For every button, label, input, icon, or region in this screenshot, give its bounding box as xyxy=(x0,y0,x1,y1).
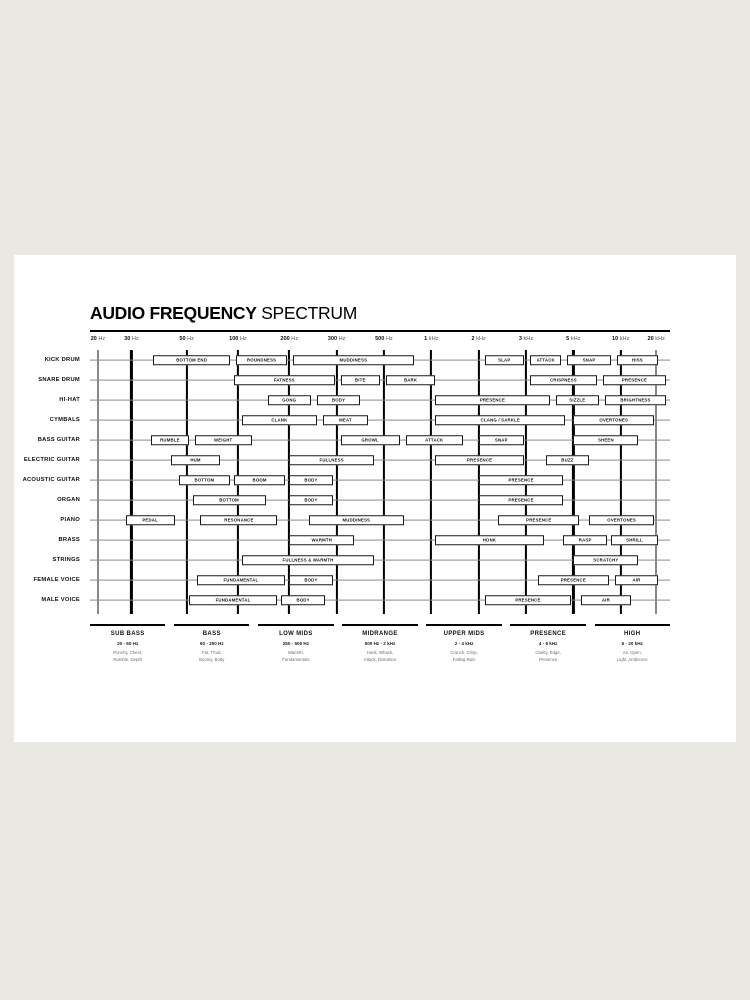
legend-band-bar xyxy=(342,624,417,626)
legend-band-range: 4 - 6 kHz xyxy=(538,641,558,647)
frequency-band-tag[interactable]: CRISPNESS xyxy=(530,375,597,385)
title-light: SPECTRUM xyxy=(261,303,357,323)
frequency-band-tag[interactable]: SIZZLE xyxy=(556,395,599,405)
page-title xyxy=(90,305,670,323)
instrument-label: STRINGS xyxy=(52,557,80,564)
instrument-label: ELECTRIC GUITAR xyxy=(23,457,80,464)
legend-band xyxy=(258,624,333,663)
frequency-band-tag[interactable]: SHEEN xyxy=(573,435,638,445)
frequency-band-tag[interactable]: FULLNESS & WARMTH xyxy=(242,555,374,565)
frequency-band-tag[interactable]: WEIGHT xyxy=(195,435,252,445)
frequency-band-tag[interactable]: FULLNESS xyxy=(289,455,374,465)
frequency-band-tag[interactable]: MEAT xyxy=(323,415,368,425)
frequency-band-tag[interactable]: BOOM xyxy=(234,475,285,485)
axis-tick: 5 kHz xyxy=(566,336,581,343)
frequency-band-tag[interactable]: SNAP xyxy=(479,435,524,445)
instrument-label: SNARE DRUM xyxy=(38,377,80,384)
axis-tick: 20 kHz xyxy=(647,336,665,343)
legend-band-name: SUB BASS xyxy=(110,631,145,638)
legend-band-bar xyxy=(174,624,249,626)
frequency-band-tag[interactable]: PRESENCE xyxy=(435,455,524,465)
frequency-band-tag[interactable]: SNAP xyxy=(567,355,610,365)
legend-band-name: PRESENCE xyxy=(530,631,567,638)
instrument-row xyxy=(52,550,670,570)
instrument-row xyxy=(57,490,670,510)
instrument-label: HI-HAT xyxy=(59,397,80,404)
legend-band-range: 60 - 250 Hz xyxy=(199,641,224,647)
row-baseline xyxy=(90,500,670,501)
legend-band-description: Punchy, Chest, Rumble, Depth xyxy=(113,650,143,662)
instrument-label: BRASS xyxy=(58,537,80,544)
frequency-band-tag[interactable]: HONK xyxy=(435,535,544,545)
legend-band-name: HIGH xyxy=(624,631,641,638)
axis-tick: 300 Hz xyxy=(327,336,346,343)
frequency-band-tag[interactable]: ATTACK xyxy=(530,355,562,365)
frequency-band-tag[interactable]: MUDDINESS xyxy=(293,355,413,365)
frequency-band-tag[interactable]: BOTTOM END xyxy=(153,355,230,365)
frequency-band-tag[interactable]: WARMTH xyxy=(289,535,354,545)
frequency-band-tag[interactable]: MUDDINESS xyxy=(309,515,404,525)
band-legend xyxy=(90,624,670,663)
frequency-band-tag[interactable]: AIR xyxy=(581,595,630,605)
frequency-band-tag[interactable]: SCRATCHY xyxy=(573,555,638,565)
frequency-band-tag[interactable]: BODY xyxy=(317,395,360,405)
frequency-band-tag[interactable]: PRESENCE xyxy=(479,495,564,505)
legend-band-range: 6 - 20 kHz xyxy=(621,641,643,647)
axis-tick: 2 kHz xyxy=(471,336,486,343)
title-bold: AUDIO FREQUENCY xyxy=(90,303,257,323)
frequency-band-tag[interactable]: FUNDAMENTAL xyxy=(189,595,278,605)
legend-band-name: LOW MIDS xyxy=(279,631,313,638)
frequency-band-tag[interactable]: PRESENCE xyxy=(538,575,609,585)
axis-tick: 3 kHz xyxy=(518,336,534,343)
instrument-row xyxy=(37,430,670,450)
frequency-band-tag[interactable]: OVERTONES xyxy=(589,515,654,525)
frequency-band-tag[interactable]: PEDAL xyxy=(126,515,175,525)
instrument-label: MALE VOICE xyxy=(41,597,80,604)
legend-band xyxy=(174,624,249,663)
frequency-band-tag[interactable]: BOTTOM xyxy=(193,495,266,505)
legend-band-range: 20 - 60 Hz xyxy=(117,641,139,647)
instrument-row xyxy=(58,530,670,550)
legend-band-bar xyxy=(426,624,501,626)
instrument-row xyxy=(60,510,670,530)
frequency-band-tag[interactable]: RESONANCE xyxy=(200,515,277,525)
frequency-chart xyxy=(22,303,670,700)
legend-band-range: 250 - 500 Hz xyxy=(282,641,310,647)
frequency-band-tag[interactable]: BODY xyxy=(289,495,332,505)
frequency-band-tag[interactable]: RUMBLE xyxy=(151,435,188,445)
legend-band xyxy=(595,624,670,663)
frequency-band-tag[interactable]: HUM xyxy=(171,455,220,465)
frequency-band-tag[interactable]: BODY xyxy=(289,575,332,585)
axis-tick: 20 Hz xyxy=(90,336,106,343)
row-baseline xyxy=(90,480,670,481)
axis-tick: 1 kHz xyxy=(424,336,439,343)
axis-tick: 100 Hz xyxy=(229,336,247,343)
legend-band-range: 500 Hz - 2 kHz xyxy=(364,641,396,647)
title-divider xyxy=(90,330,670,333)
frequency-band-tag[interactable]: SLAP xyxy=(485,355,524,365)
legend-band-description: Clarity, Edge, Presence xyxy=(535,650,561,662)
frequency-band-tag[interactable]: BODY xyxy=(281,595,324,605)
legend-band-bar xyxy=(510,624,585,626)
frequency-band-tag[interactable]: ROUNDNESS xyxy=(236,355,287,365)
frequency-band-tag[interactable]: HISS xyxy=(617,355,658,365)
frequency-band-tag[interactable]: SHRILL xyxy=(611,535,658,545)
axis-tick: 30 Hz xyxy=(124,336,139,343)
instrument-label: ORGAN xyxy=(57,497,80,504)
frequency-band-tag[interactable]: PRESENCE xyxy=(498,515,579,525)
poster-card xyxy=(14,255,736,742)
frequency-band-tag[interactable]: BODY xyxy=(289,475,332,485)
legend-band-name: MIDRANGE xyxy=(362,631,398,638)
frequency-band-tag[interactable]: GROWL xyxy=(341,435,400,445)
instrument-row xyxy=(41,590,670,610)
frequency-band-tag[interactable]: BUZZ xyxy=(546,455,589,465)
legend-band-bar xyxy=(258,624,333,626)
legend-band-description: Fat, Thud, Boomy, Body xyxy=(199,650,225,662)
instrument-row xyxy=(23,450,670,470)
instrument-row xyxy=(49,410,670,430)
frequency-band-tag[interactable]: PRESENCE xyxy=(435,395,549,405)
legend-band xyxy=(90,624,165,663)
legend-band xyxy=(510,624,585,663)
instrument-row xyxy=(44,350,670,370)
frequency-band-tag[interactable]: AIR xyxy=(615,575,658,585)
legend-band xyxy=(426,624,501,663)
legend-band-description: Air, Open, Light, Ambience xyxy=(616,650,648,662)
frequency-band-tag[interactable]: FATNESS xyxy=(234,375,335,385)
instrument-grid xyxy=(22,350,670,614)
legend-band-name: BASS xyxy=(202,631,221,638)
legend-band-name: UPPER MIDS xyxy=(443,631,485,638)
instrument-label: KICK DRUM xyxy=(44,357,80,364)
frequency-band-tag[interactable]: ATTACK xyxy=(406,435,463,445)
axis-tick: 10 kHz xyxy=(611,336,630,343)
frequency-band-tag[interactable]: PRESENCE xyxy=(603,375,666,385)
legend-band-description: Warmth, Fundamentals xyxy=(282,650,310,662)
instrument-label: ACOUSTIC GUITAR xyxy=(22,477,80,484)
instrument-label: PIANO xyxy=(60,517,80,524)
legend-band-bar xyxy=(595,624,670,626)
frequency-band-tag[interactable]: GONG xyxy=(268,395,311,405)
frequency-band-tag[interactable]: RASP xyxy=(563,535,606,545)
instrument-row xyxy=(59,390,670,410)
instrument-label: FEMALE VOICE xyxy=(33,577,80,584)
frequency-band-tag[interactable]: BARK xyxy=(386,375,435,385)
frequency-band-tag[interactable]: CLANG / SARKLE xyxy=(435,415,565,425)
legend-band-description: Honk, Whack, Attack, Distortion xyxy=(363,650,397,662)
instrument-row xyxy=(33,570,670,590)
frequency-band-tag[interactable]: FUNDAMENTAL xyxy=(197,575,286,585)
axis-tick: 50 Hz xyxy=(179,336,194,343)
axis-tick: 200 Hz xyxy=(280,336,299,343)
frequency-band-tag[interactable]: CLANK xyxy=(242,415,317,425)
axis-tick: 500 Hz xyxy=(375,336,393,343)
instrument-row xyxy=(22,470,670,490)
instrument-row xyxy=(38,370,670,390)
legend-band-range: 2 - 4 kHz xyxy=(454,641,474,647)
frequency-band-tag[interactable]: PRESENCE xyxy=(479,475,564,485)
frequency-axis xyxy=(90,336,670,350)
frequency-band-tag[interactable]: BOTTOM xyxy=(179,475,230,485)
instrument-label: CYMBALS xyxy=(49,417,80,424)
legend-band-bar xyxy=(90,624,165,626)
frequency-band-tag[interactable]: BRIGHTNESS xyxy=(605,395,666,405)
instrument-label: BASS GUITAR xyxy=(37,437,80,444)
frequency-band-tag[interactable]: OVERTONES xyxy=(573,415,654,425)
frequency-band-tag[interactable]: PRESENCE xyxy=(485,595,572,605)
legend-band-description: Crunch, Crisp, Falling Rain xyxy=(450,650,478,662)
frequency-band-tag[interactable]: BITE xyxy=(341,375,380,385)
legend-band xyxy=(342,624,417,663)
